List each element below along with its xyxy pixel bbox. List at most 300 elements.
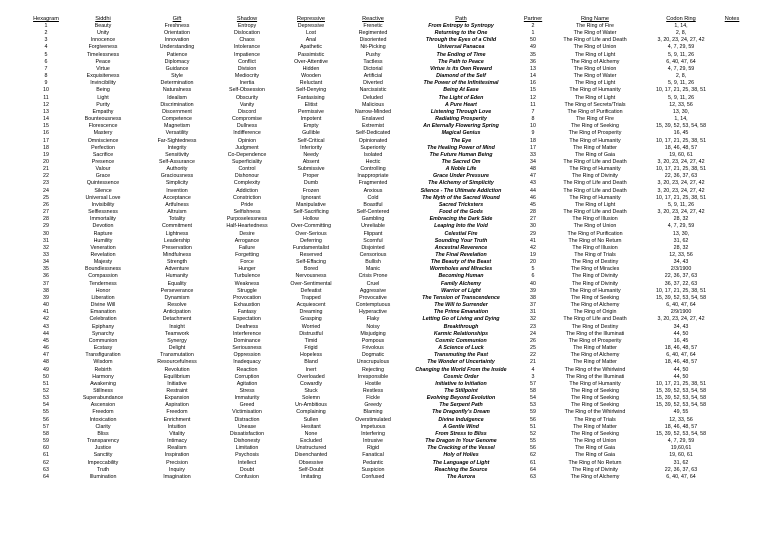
- reactive-cell: Suspicion: [361, 466, 385, 473]
- codon-ring-cell: 3, 20, 23, 24, 27, 42: [657, 37, 705, 44]
- siddhi-cell: Clarity: [95, 423, 111, 430]
- codon-ring-cell: 44, 50: [673, 366, 689, 373]
- siddhi-cell: Impeccability: [87, 459, 119, 466]
- ring-name-cell: The Ring of Divinity: [572, 280, 618, 287]
- gift-cell: Integrity: [167, 144, 187, 151]
- codon-ring-cell: 18, 46, 48, 57: [664, 144, 698, 151]
- repressive-cell: Solemn: [302, 395, 320, 402]
- hexagram-cell: 51: [43, 380, 49, 387]
- gift-cell: Intuition: [167, 423, 187, 430]
- path-cell: Celestial Fire: [444, 230, 478, 237]
- gift-cell: Simplicity: [165, 180, 189, 187]
- table-row: [26, 316, 744, 323]
- shadow-cell: Exhaustion: [233, 302, 261, 309]
- repressive-cell: Empty: [303, 123, 319, 130]
- siddhi-cell: Harmony: [92, 373, 114, 380]
- ring-name-cell: The Ring of Alchemy: [570, 473, 620, 480]
- partner-cell: 21: [530, 359, 536, 366]
- partner-cell: 19: [530, 252, 536, 258]
- repressive-cell: Nervousness: [295, 273, 327, 280]
- codon-ring-cell: 10, 17, 21, 25, 38, 51: [655, 380, 707, 387]
- hexagram-cell: 5: [44, 51, 48, 58]
- path-cell: A Noble Life: [445, 166, 477, 173]
- siddhi-cell: Ascension: [90, 402, 116, 409]
- repressive-cell: Excluded: [300, 438, 322, 445]
- codon-ring-cell: 10, 17, 21, 25, 38, 51: [655, 287, 707, 294]
- partner-cell: 27: [530, 216, 536, 223]
- table-row: [26, 338, 744, 345]
- gift-cell: Expansion: [164, 395, 190, 402]
- siddhi-cell: Silence: [94, 187, 112, 194]
- ring-name-cell: The Ring of Matter: [573, 144, 617, 151]
- reactive-cell: Provocative: [359, 294, 387, 301]
- repressive-cell: Defeatist: [300, 287, 322, 294]
- notes-cell: [720, 252, 744, 259]
- hexagram-cell: 29: [43, 223, 49, 230]
- gift-cell: Intimacy: [167, 438, 187, 445]
- hexagram-cell: 1: [44, 23, 48, 29]
- spreadsheet-sheet: [26, 14, 744, 481]
- siddhi-cell: Truth: [96, 466, 110, 473]
- partner-cell: 12: [530, 94, 536, 101]
- shadow-cell: Dishonour: [234, 173, 260, 180]
- siddhi-cell: Epiphany: [91, 323, 115, 330]
- ring-name-cell: The Ring of Life and Death: [563, 209, 627, 216]
- notes-cell: [720, 324, 744, 331]
- ring-name-cell: The Ring of Trials: [574, 416, 616, 423]
- partner-cell: 14: [530, 73, 536, 80]
- hexagram-cell: 47: [43, 352, 49, 359]
- notes-cell: [720, 345, 744, 352]
- codon-ring-cell: 15, 39, 52, 53, 54, 58: [655, 294, 707, 301]
- table-row: [26, 223, 744, 230]
- gift-cell: Self-Assurance: [159, 158, 195, 165]
- gift-cell: Restraint: [166, 387, 188, 394]
- codon-ring-cell: 15, 39, 52, 53, 54, 58: [655, 430, 707, 437]
- siddhi-cell: Invisibility: [91, 201, 115, 208]
- ring-name-cell: The Ring of Union: [573, 65, 617, 72]
- ring-name-cell: The Ring of Matter: [573, 345, 617, 352]
- notes-cell: [720, 52, 744, 59]
- hexagram-cell: 4: [44, 44, 48, 51]
- siddhi-cell: Transparency: [86, 438, 120, 445]
- path-cell: Returning to the One: [434, 30, 488, 37]
- notes-cell: [720, 359, 744, 366]
- notes-cell: [720, 231, 744, 238]
- hexagram-cell: 23: [43, 180, 49, 187]
- reactive-cell: Extremist: [361, 123, 385, 130]
- shadow-cell: Weakness: [234, 280, 260, 287]
- hexagram-cell: 42: [43, 316, 49, 323]
- hexagram-cell: 60: [43, 445, 49, 452]
- shadow-cell: Doubt: [239, 466, 255, 473]
- notes-cell: [720, 460, 744, 467]
- ring-name-cell: The Ring of Alchemy: [570, 352, 620, 359]
- repressive-cell: Obsessive: [298, 459, 324, 466]
- siddhi-cell: Divine Will: [90, 302, 116, 309]
- header-reactive: Reactive: [362, 15, 384, 22]
- table-row: [26, 123, 744, 130]
- partner-cell: 63: [530, 473, 536, 480]
- siddhi-cell: Invincibility: [90, 80, 116, 87]
- siddhi-cell: Compassion: [88, 273, 118, 280]
- path-cell: Food of the Gods: [439, 209, 483, 216]
- reactive-cell: Diverted: [363, 80, 383, 87]
- partner-cell: 30: [530, 223, 536, 230]
- table-row: [26, 130, 744, 137]
- repressive-cell: Hesitant: [301, 423, 321, 430]
- repressive-cell: Reserved: [299, 252, 323, 258]
- gift-cell: Innovation: [164, 37, 190, 44]
- ring-name-cell: The Ring of Seeking: [571, 395, 619, 402]
- notes-cell: [720, 166, 744, 173]
- ring-name-cell: The Ring of the Whirlwind: [564, 409, 626, 416]
- hexagram-cell: 59: [43, 438, 49, 445]
- hexagram-cell: 41: [43, 309, 49, 316]
- reactive-cell: Pompous: [361, 337, 385, 344]
- ring-name-cell: The Ring of Humanity: [569, 380, 621, 387]
- ring-name-cell: The Ring of Gaia: [574, 445, 616, 452]
- table-row: [26, 30, 744, 37]
- repressive-cell: Stuck: [304, 387, 318, 394]
- path-cell: Being At Ease: [443, 87, 479, 94]
- table-row: [26, 52, 744, 59]
- path-cell: The Will to Surrender: [434, 302, 488, 309]
- notes-cell: [720, 102, 744, 109]
- siddhi-cell: Justice: [94, 445, 112, 452]
- ring-name-cell: The Ring of Life and Death: [563, 37, 627, 44]
- gift-cell: Leadership: [163, 237, 191, 244]
- reactive-cell: Hostile: [364, 380, 382, 387]
- notes-cell: [720, 37, 744, 44]
- shadow-cell: Seriousness: [232, 345, 262, 352]
- partner-cell: 38: [530, 294, 536, 301]
- path-cell: The Myth of the Sacred Wound: [422, 194, 500, 201]
- reactive-cell: Controlling: [360, 166, 386, 173]
- shadow-cell: Inadequacy: [233, 359, 261, 366]
- hexagram-cell: 38: [43, 287, 49, 294]
- reactive-cell: Confused: [361, 473, 385, 480]
- partner-cell: 41: [530, 237, 536, 244]
- gift-cell: Totality: [168, 216, 186, 223]
- path-cell: The Dragon In Your Genome: [425, 438, 497, 445]
- codon-ring-cell: 36, 37, 22, 63: [664, 280, 698, 287]
- partner-cell: 10: [530, 123, 536, 130]
- ring-name-cell: The Ring of Humanity: [569, 137, 621, 144]
- notes-cell: [720, 216, 744, 223]
- shadow-cell: Division: [237, 65, 257, 72]
- codon-ring-cell: 6, 40, 47, 64: [666, 352, 696, 359]
- ring-name-cell: The Ring of Light: [574, 51, 616, 58]
- partner-cell: 5: [531, 266, 535, 273]
- path-cell: Reaching the Source: [434, 466, 488, 473]
- notes-cell: [720, 316, 744, 323]
- partner-cell: 43: [530, 180, 536, 187]
- hexagram-cell: 37: [43, 280, 49, 287]
- repressive-cell: Manipulative: [296, 201, 326, 208]
- repressive-cell: Impotent: [300, 116, 322, 123]
- path-cell: The Alchemy of Simplicity: [428, 180, 494, 187]
- notes-cell: [720, 30, 744, 37]
- table-row: [26, 252, 744, 259]
- gift-cell: Competence: [161, 116, 193, 123]
- hexagram-cell: 43: [43, 323, 49, 330]
- notes-cell: [720, 259, 744, 266]
- shadow-cell: Fantasy: [237, 309, 257, 316]
- siddhi-cell: Veneration: [90, 244, 116, 251]
- path-cell: Wormholes and Miracles: [429, 266, 493, 273]
- hexagram-cell: 22: [43, 173, 49, 180]
- header-partner: Partner: [523, 15, 543, 22]
- partner-cell: 11: [530, 101, 536, 108]
- ring-name-cell: The Ring of Alchemy: [570, 302, 620, 309]
- shadow-cell: Force: [240, 259, 254, 266]
- gene-keys-table: [26, 14, 744, 481]
- partner-cell: 24: [530, 330, 536, 337]
- gift-cell: Precision: [166, 459, 188, 466]
- siddhi-cell: Devotion: [92, 223, 114, 230]
- partner-cell: 57: [530, 380, 536, 387]
- codon-ring-cell: 2, 8,: [675, 30, 687, 37]
- hexagram-cell: 15: [43, 123, 49, 130]
- notes-cell: [720, 474, 744, 481]
- notes-cell: [720, 116, 744, 123]
- gift-cell: Lightness: [165, 230, 189, 237]
- ring-name-cell: The Ring of Seeking: [571, 387, 619, 394]
- codon-ring-cell: 6, 40, 47, 64: [666, 473, 696, 480]
- notes-cell: [720, 266, 744, 273]
- codon-ring-cell: 16, 45: [673, 130, 689, 137]
- reactive-cell: Unreliable: [361, 223, 385, 230]
- notes-cell: [720, 209, 744, 216]
- codon-ring-cell: 22, 36, 37, 63: [664, 466, 698, 473]
- notes-cell: [720, 381, 744, 388]
- partner-cell: 2: [531, 23, 535, 29]
- shadow-cell: Judgment: [235, 144, 259, 151]
- hexagram-cell: 13: [43, 108, 49, 115]
- reactive-cell: Artificial: [363, 73, 383, 80]
- hexagram-cell: 61: [43, 452, 49, 459]
- ring-name-cell: The Ring of No Return: [568, 459, 622, 466]
- ring-name-cell: The Ring of Illusion: [572, 244, 618, 251]
- shadow-cell: Agitation: [236, 380, 258, 387]
- partner-cell: 56: [530, 445, 536, 452]
- table-row: [26, 266, 744, 273]
- gift-cell: Equality: [167, 280, 187, 287]
- table-row: [26, 352, 744, 359]
- notes-cell: [720, 374, 744, 381]
- partner-cell: 48: [530, 166, 536, 173]
- hexagram-cell: 14: [43, 116, 49, 123]
- notes-cell: [720, 409, 744, 416]
- shadow-cell: Hunger: [238, 266, 256, 273]
- shadow-cell: Compromise: [231, 116, 263, 123]
- partner-cell: 42: [530, 244, 536, 251]
- shadow-cell: Purposelessness: [226, 216, 268, 223]
- gift-cell: Determination: [160, 80, 194, 87]
- path-cell: The Prime Emanation: [433, 309, 489, 316]
- path-cell: The Serpent Path: [439, 402, 483, 409]
- hexagram-cell: 36: [43, 273, 49, 280]
- table-row: [26, 388, 744, 395]
- gift-cell: Teamwork: [164, 330, 190, 337]
- codon-ring-cell: 34, 43: [673, 323, 689, 330]
- ring-name-cell: The Ring of Gaia: [574, 151, 616, 158]
- partner-cell: 44: [530, 187, 536, 194]
- repressive-cell: Inferiority: [300, 144, 322, 151]
- reactive-cell: Fragmented: [358, 180, 388, 187]
- notes-cell: [720, 452, 744, 459]
- siddhi-cell: Innocence: [90, 37, 116, 44]
- shadow-cell: Mediocrity: [234, 73, 260, 80]
- partner-cell: 8: [531, 116, 535, 123]
- partner-cell: 34: [530, 158, 536, 165]
- partner-cell: 35: [530, 51, 536, 58]
- codon-ring-cell: 5, 9, 11, 26: [667, 201, 695, 208]
- shadow-cell: Opinion: [237, 137, 257, 144]
- partner-cell: 13: [530, 65, 536, 72]
- repressive-cell: Unstructured: [295, 445, 327, 452]
- codon-ring-cell: 15, 39, 52, 53, 54, 58: [655, 123, 707, 130]
- table-row: [26, 23, 744, 30]
- shadow-cell: Control: [238, 166, 256, 173]
- path-cell: Cosmic Order: [443, 373, 479, 380]
- reactive-cell: Inappropriate: [357, 173, 389, 180]
- reactive-cell: Crisis Prone: [358, 273, 388, 280]
- gift-cell: Versatility: [165, 130, 189, 137]
- gift-cell: Realism: [167, 445, 187, 452]
- reactive-cell: Greedy: [364, 402, 382, 409]
- ring-name-cell: The Ring of Fire: [576, 23, 614, 29]
- ring-name-cell: The Ring of Life and Death: [563, 180, 627, 187]
- repressive-cell: Trapped: [301, 294, 321, 301]
- codon-ring-cell: 5, 9, 11, 26: [667, 94, 695, 101]
- reactive-cell: Superiority: [360, 144, 386, 151]
- hexagram-cell: 27: [43, 209, 49, 216]
- notes-cell: [720, 388, 744, 395]
- header-shadow: Shadow: [236, 15, 258, 22]
- gift-cell: Authority: [166, 166, 188, 173]
- partner-cell: 50: [530, 37, 536, 44]
- path-cell: Silence - The Ultimate Addiction: [420, 187, 502, 194]
- reactive-cell: Blaming: [363, 409, 383, 416]
- gift-cell: Diplomacy: [164, 58, 190, 65]
- partner-cell: 32: [530, 316, 536, 323]
- partner-cell: 33: [530, 151, 536, 158]
- path-cell: Warrior of Light: [441, 287, 481, 294]
- table-row: [26, 259, 744, 266]
- table-body: [26, 23, 744, 481]
- notes-cell: [720, 417, 744, 424]
- hexagram-cell: 53: [43, 395, 49, 402]
- gift-cell: Synergy: [167, 337, 187, 344]
- codon-ring-cell: 2/9/1900: [670, 309, 692, 316]
- notes-cell: [720, 295, 744, 302]
- shadow-cell: Dishonesty: [233, 438, 261, 445]
- partner-cell: 17: [530, 144, 536, 151]
- repressive-cell: Inert: [305, 366, 317, 373]
- notes-cell: [720, 95, 744, 102]
- repressive-cell: Timid: [304, 337, 318, 344]
- ring-name-cell: The Ring of Prosperity: [568, 130, 622, 137]
- hexagram-cell: 25: [43, 194, 49, 201]
- table-row: [26, 87, 744, 94]
- table-row: [26, 152, 744, 159]
- path-cell: The Language of Light: [432, 459, 490, 466]
- repressive-cell: Disenchanted: [294, 452, 328, 459]
- siddhi-cell: Ecstasy: [93, 345, 113, 352]
- siddhi-cell: Light: [97, 94, 109, 101]
- siddhi-cell: Being: [96, 87, 110, 94]
- repressive-cell: Imitating: [300, 473, 322, 480]
- gift-cell: Patience: [166, 51, 188, 58]
- reactive-cell: Dogmatic: [361, 352, 385, 359]
- reactive-cell: Anxious: [363, 187, 383, 194]
- hexagram-cell: 48: [43, 359, 49, 366]
- ring-name-cell: The Ring of Life and Death: [563, 316, 627, 323]
- ring-name-cell: The Ring of Water: [573, 30, 617, 37]
- repressive-cell: Over-Serious: [295, 230, 327, 237]
- table-row: [26, 202, 744, 209]
- repressive-cell: Bored: [303, 266, 319, 273]
- codon-ring-cell: 12, 33, 56: [669, 416, 693, 423]
- codon-ring-cell: 4, 7, 29, 59: [667, 44, 695, 51]
- header-repressive: Repressive: [297, 15, 325, 22]
- table-row: [26, 331, 744, 338]
- ring-name-cell: The Ring of Seeking: [571, 123, 619, 130]
- ring-name-cell: The Ring of Life and Death: [563, 187, 627, 194]
- table-row: [26, 409, 744, 416]
- shadow-cell: Superficiality: [231, 158, 263, 165]
- notes-cell: [720, 202, 744, 209]
- siddhi-cell: Mastery: [93, 130, 113, 137]
- table-row: [26, 273, 744, 280]
- codon-ring-cell: 5, 9, 11, 26: [667, 80, 695, 87]
- ring-name-cell: The Ring of Destiny: [571, 259, 619, 266]
- hexagram-cell: 33: [43, 252, 49, 258]
- hexagram-cell: 12: [43, 101, 49, 108]
- table-row: [26, 44, 744, 51]
- siddhi-cell: Communion: [88, 337, 118, 344]
- hexagram-cell: 26: [43, 201, 49, 208]
- ring-name-cell: The Ring of Divinity: [572, 273, 618, 280]
- table-row: [26, 281, 744, 288]
- shadow-cell: Expectation: [233, 316, 261, 323]
- codon-ring-cell: 10, 17, 21, 25, 38, 51: [655, 87, 707, 94]
- gift-cell: Guidance: [165, 65, 189, 72]
- table-row: [26, 231, 744, 238]
- repressive-cell: Needy: [303, 151, 319, 158]
- path-cell: The Wonder of Uncertainty: [427, 359, 495, 366]
- shadow-cell: Obscurity: [235, 94, 259, 101]
- table-row: [26, 159, 744, 166]
- gift-cell: Detachment: [162, 316, 192, 323]
- hexagram-cell: 64: [43, 473, 49, 480]
- siddhi-cell: Freedom: [92, 409, 114, 416]
- notes-cell: [720, 302, 744, 309]
- hexagram-cell: 40: [43, 302, 49, 309]
- reactive-cell: Manic: [365, 266, 381, 273]
- repressive-cell: Elitist: [304, 101, 318, 108]
- codon-ring-cell: 15, 39, 52, 53, 54, 58: [655, 402, 707, 409]
- path-cell: Letting Go of Living and Dying: [422, 316, 500, 323]
- repressive-cell: Bland: [304, 359, 318, 366]
- gift-cell: Preservation: [162, 244, 192, 251]
- shadow-cell: Victimisation: [232, 409, 262, 416]
- table-row: [26, 302, 744, 309]
- table-row: [26, 424, 744, 431]
- path-cell: Holy of Holies: [443, 452, 479, 459]
